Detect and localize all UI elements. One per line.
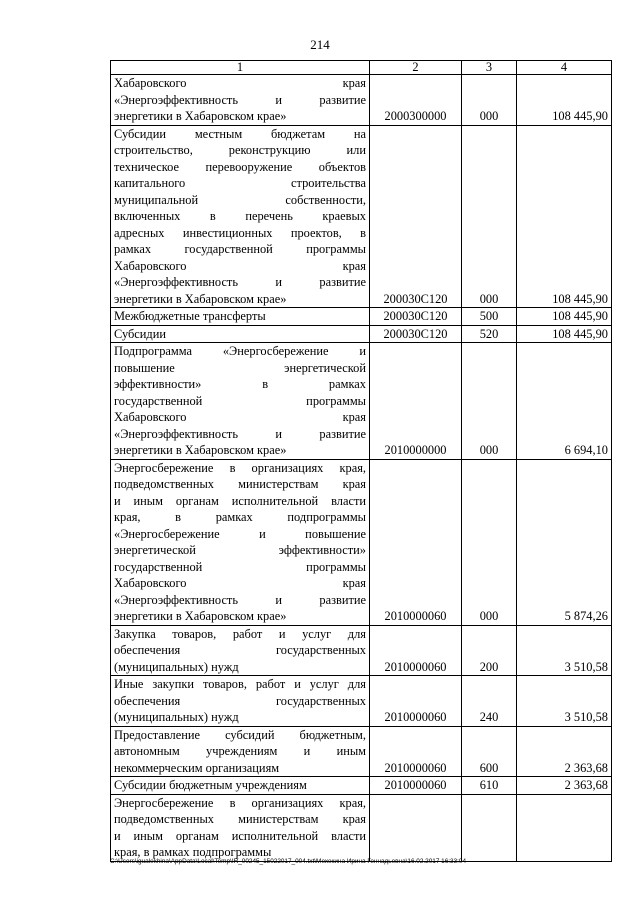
description-line: Субсидии бюджетным учреждениям [114,778,307,792]
row-description [111,75,370,126]
header-row [111,61,612,75]
row-amount [517,794,612,861]
row-amount: 3 510,58 [517,676,612,727]
row-expense-type: 520 [462,325,517,343]
row-amount: 2 363,68 [517,726,612,777]
row-target-code: 2000300000 [370,75,462,126]
description-line: «Энергоэффективность и развитие [114,426,366,441]
description-line: энергетической эффективности» [114,543,366,557]
description-line: капитального строительства [114,176,366,190]
description-line: рамках государственной программы [114,242,366,256]
description-line: Хабаровского края [114,76,366,90]
row-amount: 108 445,90 [517,125,612,308]
row-amount: 6 694,10 [517,343,612,460]
row-expense-type: 500 [462,308,517,326]
row-target-code: 2010000060 [370,459,462,625]
row-description [111,726,370,777]
row-description [111,343,370,460]
description-line: обеспечения государственных [114,643,366,657]
description-line: техническое перевооружение объектов [114,159,366,174]
description-line: строительство, реконструкцию или [114,143,366,157]
description-line: государственной программы [114,559,366,574]
row-target-code [370,794,462,861]
table-row [111,726,612,777]
description-line: Хабаровского края [114,258,366,273]
description-line: Межбюджетные трансферты [114,309,266,323]
row-target-code: 200030С120 [370,308,462,326]
header-cell-1: 1 [111,61,370,75]
row-expense-type: 000 [462,343,517,460]
description-line: некоммерческим организациям [114,760,280,775]
description-line: (муниципальных) нужд [114,659,239,674]
description-line: эффективности» в рамках [114,377,366,391]
description-line: адресных инвестиционных проектов, в [114,225,366,240]
description-line: «Энергоэффективность и развитие [114,92,366,107]
header-cell-3: 3 [462,61,517,75]
table-row [111,676,612,727]
row-amount: 108 445,90 [517,325,612,343]
table-row [111,308,612,326]
description-line: Субсидии [114,326,166,341]
table-row [111,343,612,460]
row-expense-type: 610 [462,777,517,795]
description-line: энергетики в Хабаровском крае» [114,291,287,306]
row-description [111,125,370,308]
row-expense-type: 000 [462,459,517,625]
description-line: Иные закупки товаров, работ и услуг для [114,677,366,691]
description-line: энергетики в Хабаровском крае» [114,609,287,623]
table-row [111,325,612,343]
description-line: «Энергоэффективность и развитие [114,592,366,607]
row-expense-type: 000 [462,125,517,308]
description-line: Закупка товаров, работ и услуг для [114,626,366,641]
description-line: Энергосбережение в организациях края, [114,795,366,810]
description-line: Энергосбережение в организациях края, [114,460,366,475]
row-target-code: 2010000000 [370,343,462,460]
description-line: обеспечения государственных [114,693,366,708]
description-line: (муниципальных) нужд [114,710,239,724]
table-body [111,75,612,862]
table-row [111,459,612,625]
page-number: 214 [310,37,330,52]
row-expense-type: 000 [462,75,517,126]
description-line: Субсидии местным бюджетам на [114,126,366,141]
row-amount: 108 445,90 [517,75,612,126]
description-line: и иным органам исполнительной власти [114,493,366,508]
description-line: энергетики в Хабаровском крае» [114,443,287,457]
row-description [111,625,370,676]
row-description [111,794,370,861]
description-line: Хабаровского края [114,576,366,590]
header-cell-2: 2 [370,61,462,75]
description-line: энергетики в Хабаровском крае» [114,109,287,123]
row-description [111,777,370,795]
table-row [111,777,612,795]
row-description [111,676,370,727]
row-amount: 5 874,26 [517,459,612,625]
description-line: повышение энергетической [114,360,366,375]
table-row [111,794,612,861]
description-line: подведомственных министерствам края [114,812,366,826]
header-cell-4: 4 [517,61,612,75]
budget-table [110,60,612,862]
row-target-code: 2010000060 [370,726,462,777]
description-line: Хабаровского края [114,410,366,424]
description-line: и иным органам исполнительной власти [114,828,366,843]
description-line: Предоставление субсидий бюджетным, [114,727,366,742]
description-line: края, в рамках подпрограммы [114,510,366,524]
row-target-code: 2010000060 [370,777,462,795]
row-amount: 2 363,68 [517,777,612,795]
description-line: «Энергоэффективность и развитие [114,275,366,289]
row-target-code: 200030С120 [370,125,462,308]
table-row [111,75,612,126]
description-line: государственной программы [114,393,366,408]
row-amount: 3 510,58 [517,625,612,676]
table-row [111,625,612,676]
description-line: автономным учреждениям и иным [114,744,366,758]
row-target-code: 2010000060 [370,625,462,676]
description-line: Подпрограмма «Энергосбережение и [114,344,366,358]
row-description [111,325,370,343]
description-line: края, в рамках подпрограммы [114,845,272,859]
description-line: включенных в перечень краевых [114,209,366,223]
row-amount: 108 445,90 [517,308,612,326]
row-description [111,459,370,625]
row-target-code: 200030С120 [370,325,462,343]
table-row [111,125,612,308]
row-expense-type: 200 [462,625,517,676]
description-line: подведомственных министерствам края [114,477,366,491]
description-line: «Энергосбережение и повышение [114,526,366,541]
row-expense-type: 240 [462,676,517,727]
row-expense-type: 600 [462,726,517,777]
row-description [111,308,370,326]
row-target-code: 2010000060 [370,676,462,727]
file-path-footer: C:\Users\igualekhina\AppData\Local\Temp\IR_00245_15022017_004.txt\Мехекина Ирина Геннадьевна\16.02.2017 16:33:04 [110,858,467,865]
row-expense-type [462,794,517,861]
description-line: муниципальной собственности, [114,192,366,207]
